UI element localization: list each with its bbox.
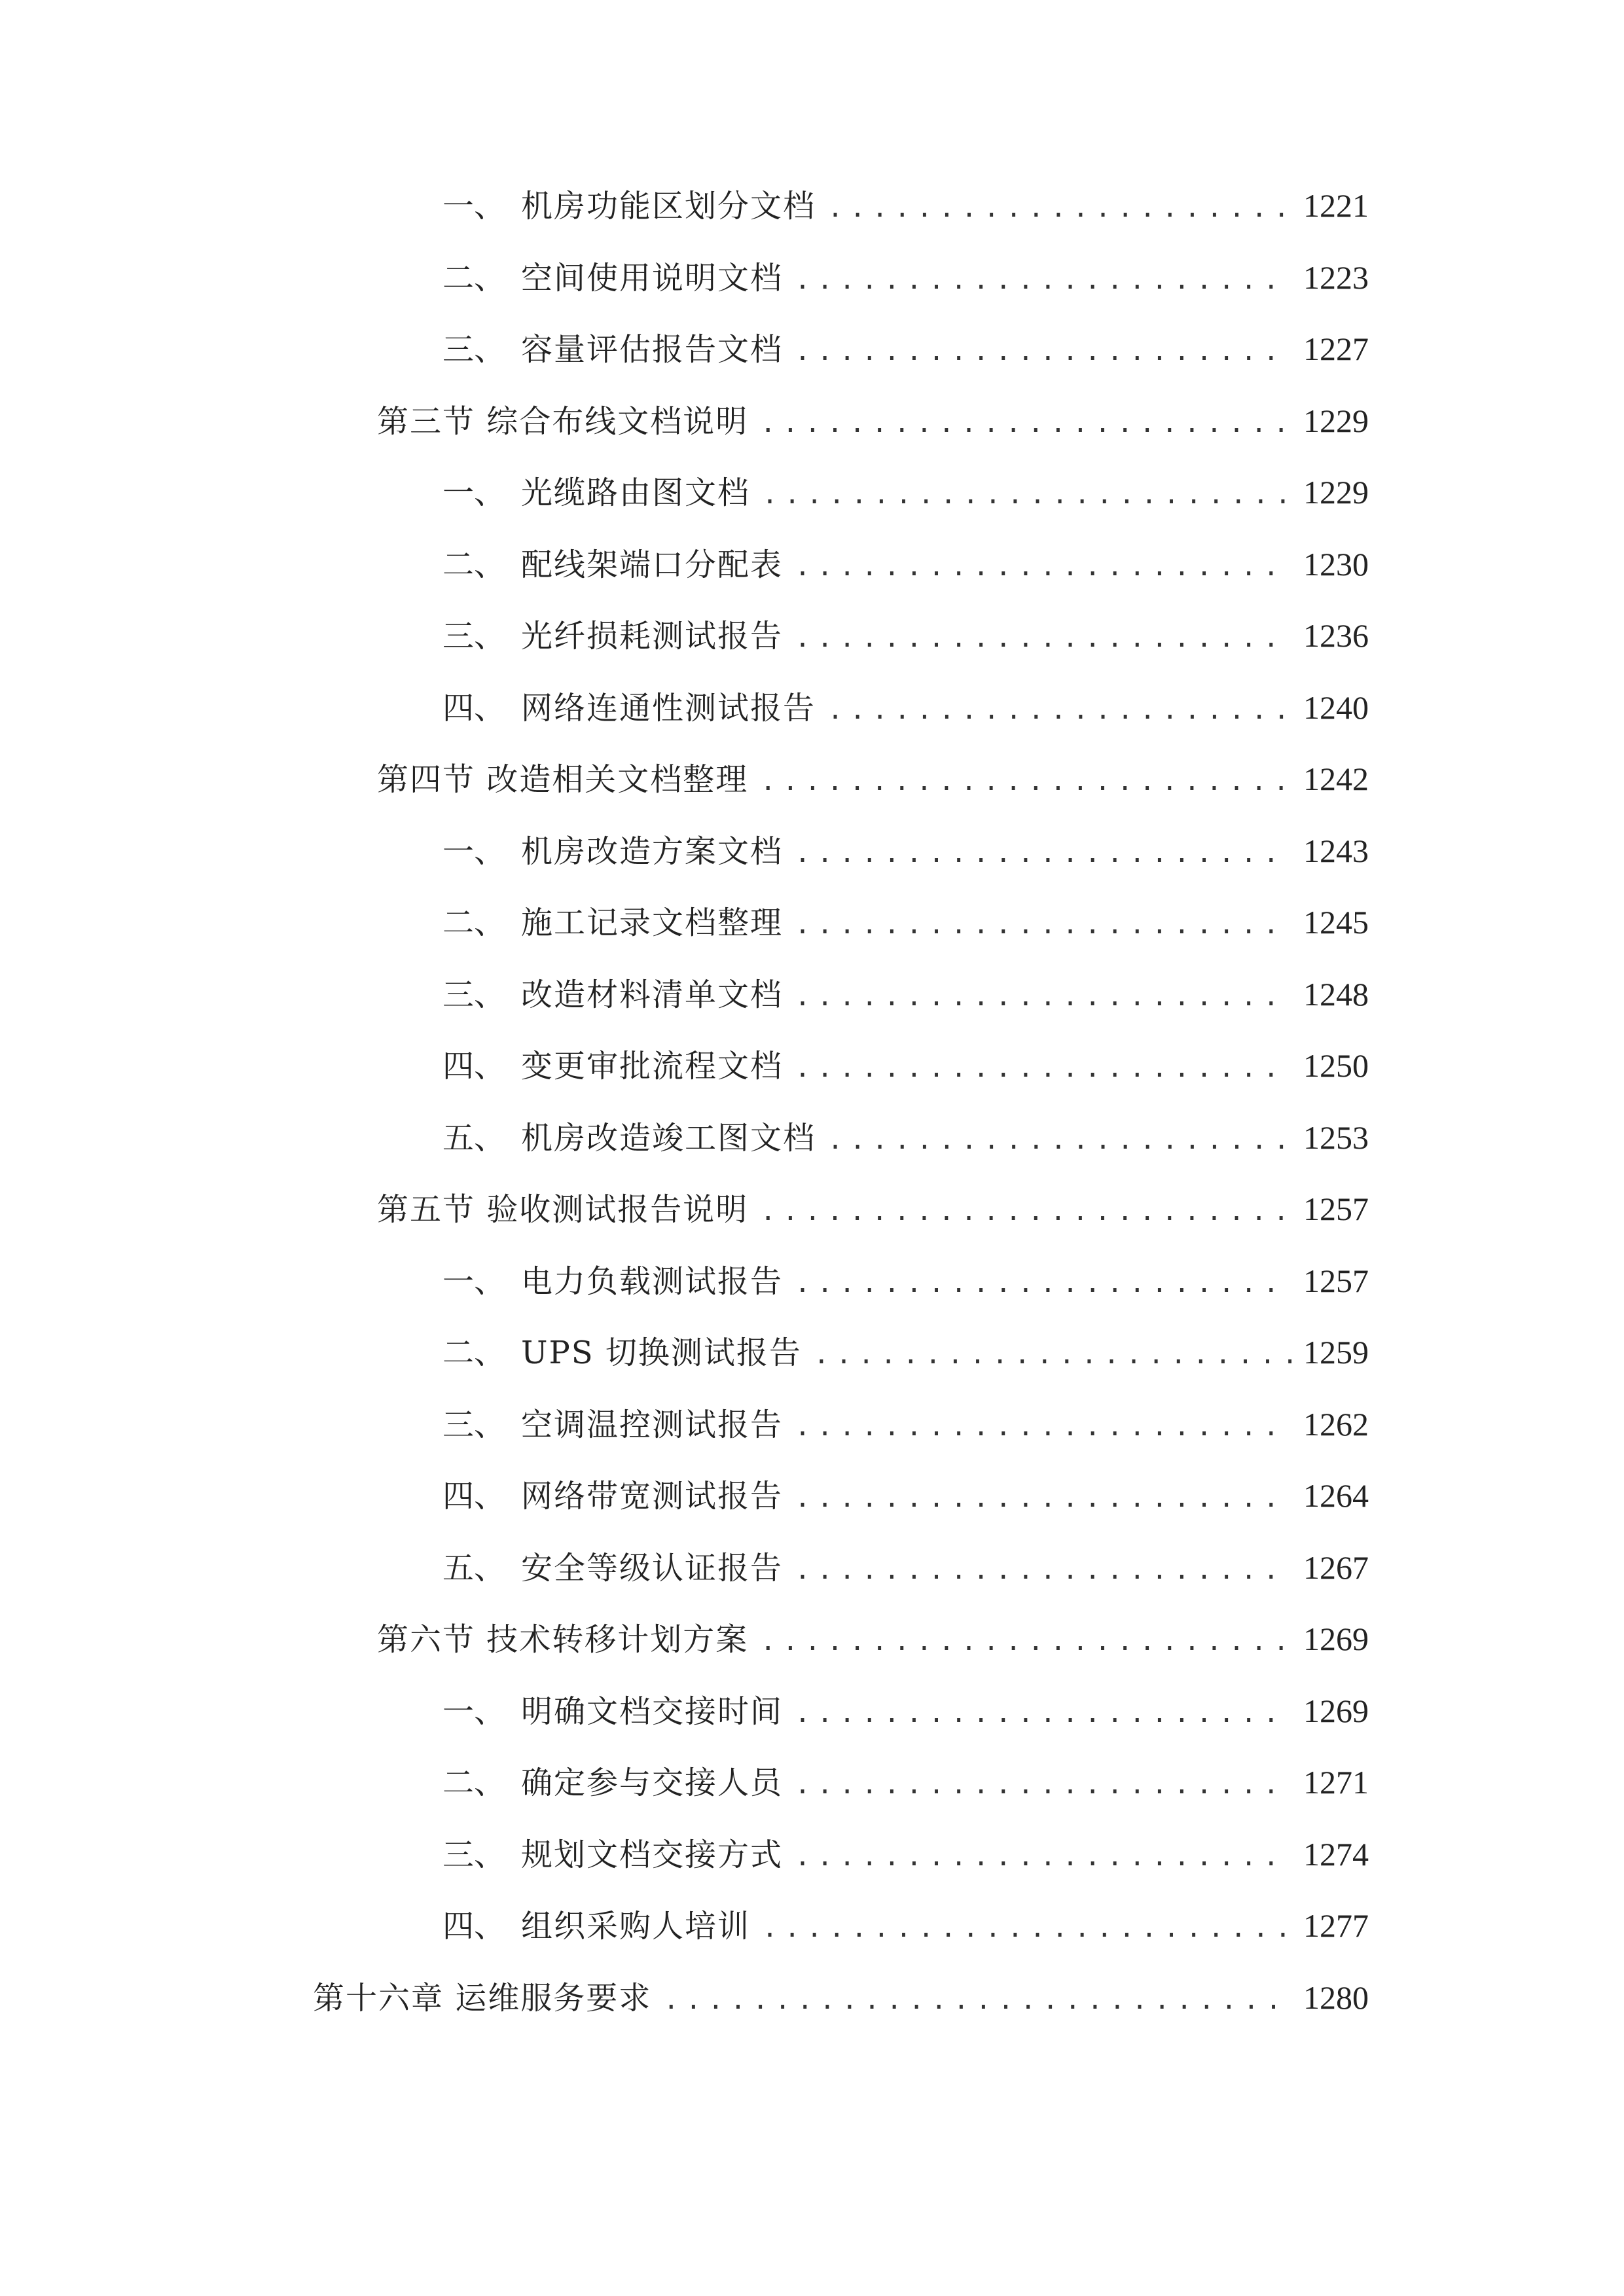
toc-entry-number: 一、 — [442, 188, 506, 224]
toc-entry-title: 确定参与交接人员 — [521, 1765, 784, 1801]
toc-entry-number: 三、 — [442, 1837, 506, 1873]
toc-entry-title: 第三节 综合布线文档说明 — [377, 403, 749, 440]
toc-entry-title: 机房功能区划分文档 — [521, 188, 816, 224]
toc-subsection-entry[interactable] — [442, 1544, 1369, 1591]
toc-entry-title: 组织采购人培训 — [521, 1908, 751, 1945]
toc-page-number: 1250 — [1303, 1047, 1369, 1084]
toc-entry-number: 一、 — [442, 1263, 506, 1300]
toc-entry-number: 五、 — [442, 1120, 506, 1157]
toc-page-number: 1277 — [1303, 1907, 1369, 1944]
toc-subsection-entry[interactable] — [442, 1902, 1369, 1949]
toc-dot-leader — [795, 1761, 1291, 1808]
toc-dot-leader — [795, 901, 1291, 948]
toc-entry-title: 电力负载测试报告 — [521, 1263, 784, 1300]
toc-dot-leader — [795, 1260, 1291, 1307]
toc-entry-title: 机房改造方案文档 — [521, 833, 784, 870]
toc-page-number: 1253 — [1303, 1119, 1369, 1156]
toc-section-entry[interactable] — [377, 755, 1369, 802]
toc-dot-leader — [795, 615, 1291, 662]
toc-page-number: 1274 — [1303, 1836, 1369, 1873]
toc-dot-leader — [762, 1905, 1291, 1952]
toc-entry-number: 一、 — [442, 833, 506, 870]
toc-page-number: 1257 — [1303, 1191, 1369, 1227]
toc-entry-title: 容量评估报告文档 — [521, 331, 784, 368]
toc-entry-number: 三、 — [442, 618, 506, 655]
toc-entry-number: 三、 — [442, 331, 506, 368]
toc-subsection-entry[interactable] — [442, 1831, 1369, 1878]
toc-entry-title: 明确文档交接时间 — [521, 1693, 784, 1730]
toc-entry-title: 光纤损耗测试报告 — [521, 618, 784, 655]
toc-dot-leader — [795, 973, 1291, 1020]
toc-dot-leader — [795, 1403, 1291, 1450]
toc-entry-title: 机房改造竣工图文档 — [521, 1120, 816, 1157]
toc-page-number: 1223 — [1303, 259, 1369, 296]
toc-page-number: 1227 — [1303, 331, 1369, 367]
toc-dot-leader — [760, 758, 1291, 805]
toc-entry-title: 第四节 改造相关文档整理 — [377, 761, 749, 798]
toc-section-entry[interactable] — [377, 397, 1369, 444]
toc-page-number: 1229 — [1303, 403, 1369, 439]
toc-entry-title: 规划文档交接方式 — [521, 1837, 784, 1873]
toc-page-number: 1221 — [1303, 187, 1369, 224]
toc-page-number: 1242 — [1303, 761, 1369, 797]
toc-dot-leader — [663, 1977, 1291, 2024]
toc-dot-leader — [795, 1833, 1291, 1880]
toc-entry-title: 空间使用说明文档 — [521, 260, 784, 296]
toc-entry-number: 四、 — [442, 690, 506, 726]
toc-section-entry[interactable] — [377, 1185, 1369, 1232]
toc-dot-leader — [760, 1618, 1291, 1665]
toc-subsection-entry[interactable] — [442, 971, 1369, 1018]
toc-entry-title: 网络连通性测试报告 — [521, 690, 816, 726]
toc-dot-leader — [795, 1547, 1291, 1594]
toc-entry-number: 一、 — [442, 475, 506, 511]
toc-dot-leader — [795, 1475, 1291, 1522]
toc-subsection-entry[interactable] — [442, 827, 1369, 874]
toc-dot-leader — [827, 1117, 1291, 1164]
toc-subsection-entry[interactable] — [442, 612, 1369, 659]
toc-dot-leader — [795, 257, 1291, 304]
toc-entry-number: 四、 — [442, 1478, 506, 1515]
toc-subsection-entry[interactable] — [442, 1687, 1369, 1734]
toc-entry-title: 施工记录文档整理 — [521, 905, 784, 941]
toc-entry-number: 二、 — [442, 547, 506, 583]
toc-page-number: 1267 — [1303, 1549, 1369, 1586]
toc-entry-title: 第十六章 运维服务要求 — [313, 1980, 652, 2017]
toc-entry-title: 网络带宽测试报告 — [521, 1478, 784, 1515]
toc-entry-number: 二、 — [442, 260, 506, 296]
toc-dot-leader — [760, 400, 1291, 447]
toc-subsection-entry[interactable] — [442, 469, 1369, 516]
toc-entry-number: 二、 — [442, 1335, 506, 1371]
toc-section-entry[interactable] — [377, 1615, 1369, 1662]
toc-entry-title: 配线架端口分配表 — [521, 547, 784, 583]
toc-page-number: 1245 — [1303, 904, 1369, 941]
toc-entry-title: 第六节 技术转移计划方案 — [377, 1621, 749, 1658]
toc-dot-leader — [827, 687, 1291, 734]
toc-subsection-entry[interactable] — [442, 1257, 1369, 1304]
toc-dot-leader — [760, 1188, 1291, 1235]
toc-dot-leader — [827, 185, 1291, 232]
toc-subsection-entry[interactable] — [442, 1759, 1369, 1806]
toc-entry-number: 五、 — [442, 1550, 506, 1587]
toc-entry-title: 变更审批流程文档 — [521, 1048, 784, 1085]
toc-subsection-entry[interactable] — [442, 182, 1369, 229]
toc-dot-leader — [814, 1331, 1291, 1378]
toc-page-number: 1257 — [1303, 1263, 1369, 1299]
toc-page-number: 1280 — [1303, 1979, 1369, 2016]
toc-subsection-entry[interactable] — [442, 1042, 1369, 1089]
toc-entry-number: 一、 — [442, 1693, 506, 1730]
toc-subsection-entry[interactable] — [442, 684, 1369, 731]
toc-dot-leader — [795, 1690, 1291, 1737]
toc-entry-title: 空调温控测试报告 — [521, 1407, 784, 1443]
toc-page-number: 1269 — [1303, 1693, 1369, 1729]
toc-dot-leader — [762, 471, 1291, 518]
toc-page-number: 1243 — [1303, 833, 1369, 869]
toc-page-number: 1236 — [1303, 617, 1369, 654]
toc-page-number: 1230 — [1303, 546, 1369, 583]
toc-entry-number: 三、 — [442, 1407, 506, 1443]
toc-page-number: 1264 — [1303, 1477, 1369, 1514]
toc-entry-title: 第五节 验收测试报告说明 — [377, 1191, 749, 1228]
toc-entry-number: 四、 — [442, 1908, 506, 1945]
toc-entry-title: UPS 切换测试报告 — [521, 1335, 802, 1371]
toc-subsection-entry[interactable] — [442, 1401, 1369, 1448]
toc-dot-leader — [795, 543, 1291, 590]
toc-subsection-entry[interactable] — [442, 899, 1369, 946]
toc-page-number: 1229 — [1303, 474, 1369, 511]
toc-dot-leader — [795, 830, 1291, 877]
toc-subsection-entry[interactable] — [442, 541, 1369, 588]
toc-subsection-entry[interactable] — [442, 1472, 1369, 1519]
toc-chapter-entry[interactable] — [313, 1974, 1369, 2021]
toc-entry-title: 安全等级认证报告 — [521, 1550, 784, 1587]
toc-entry-title: 改造材料清单文档 — [521, 977, 784, 1013]
toc-subsection-entry[interactable] — [442, 1329, 1369, 1376]
toc-page-number: 1262 — [1303, 1406, 1369, 1443]
toc-subsection-entry[interactable] — [442, 325, 1369, 372]
toc-page-number: 1269 — [1303, 1621, 1369, 1657]
toc-entry-number: 三、 — [442, 977, 506, 1013]
toc-page-number: 1248 — [1303, 976, 1369, 1013]
toc-page-number: 1271 — [1303, 1764, 1369, 1801]
toc-page-number: 1240 — [1303, 689, 1369, 726]
toc-page-number: 1259 — [1303, 1334, 1369, 1371]
toc-dot-leader — [795, 1045, 1291, 1092]
toc-entry-title: 光缆路由图文档 — [521, 475, 751, 511]
toc-subsection-entry[interactable] — [442, 1114, 1369, 1161]
toc-subsection-entry[interactable] — [442, 254, 1369, 301]
toc-entry-number: 二、 — [442, 905, 506, 941]
toc-entry-number: 二、 — [442, 1765, 506, 1801]
toc-dot-leader — [795, 328, 1291, 375]
toc-entry-number: 四、 — [442, 1048, 506, 1085]
